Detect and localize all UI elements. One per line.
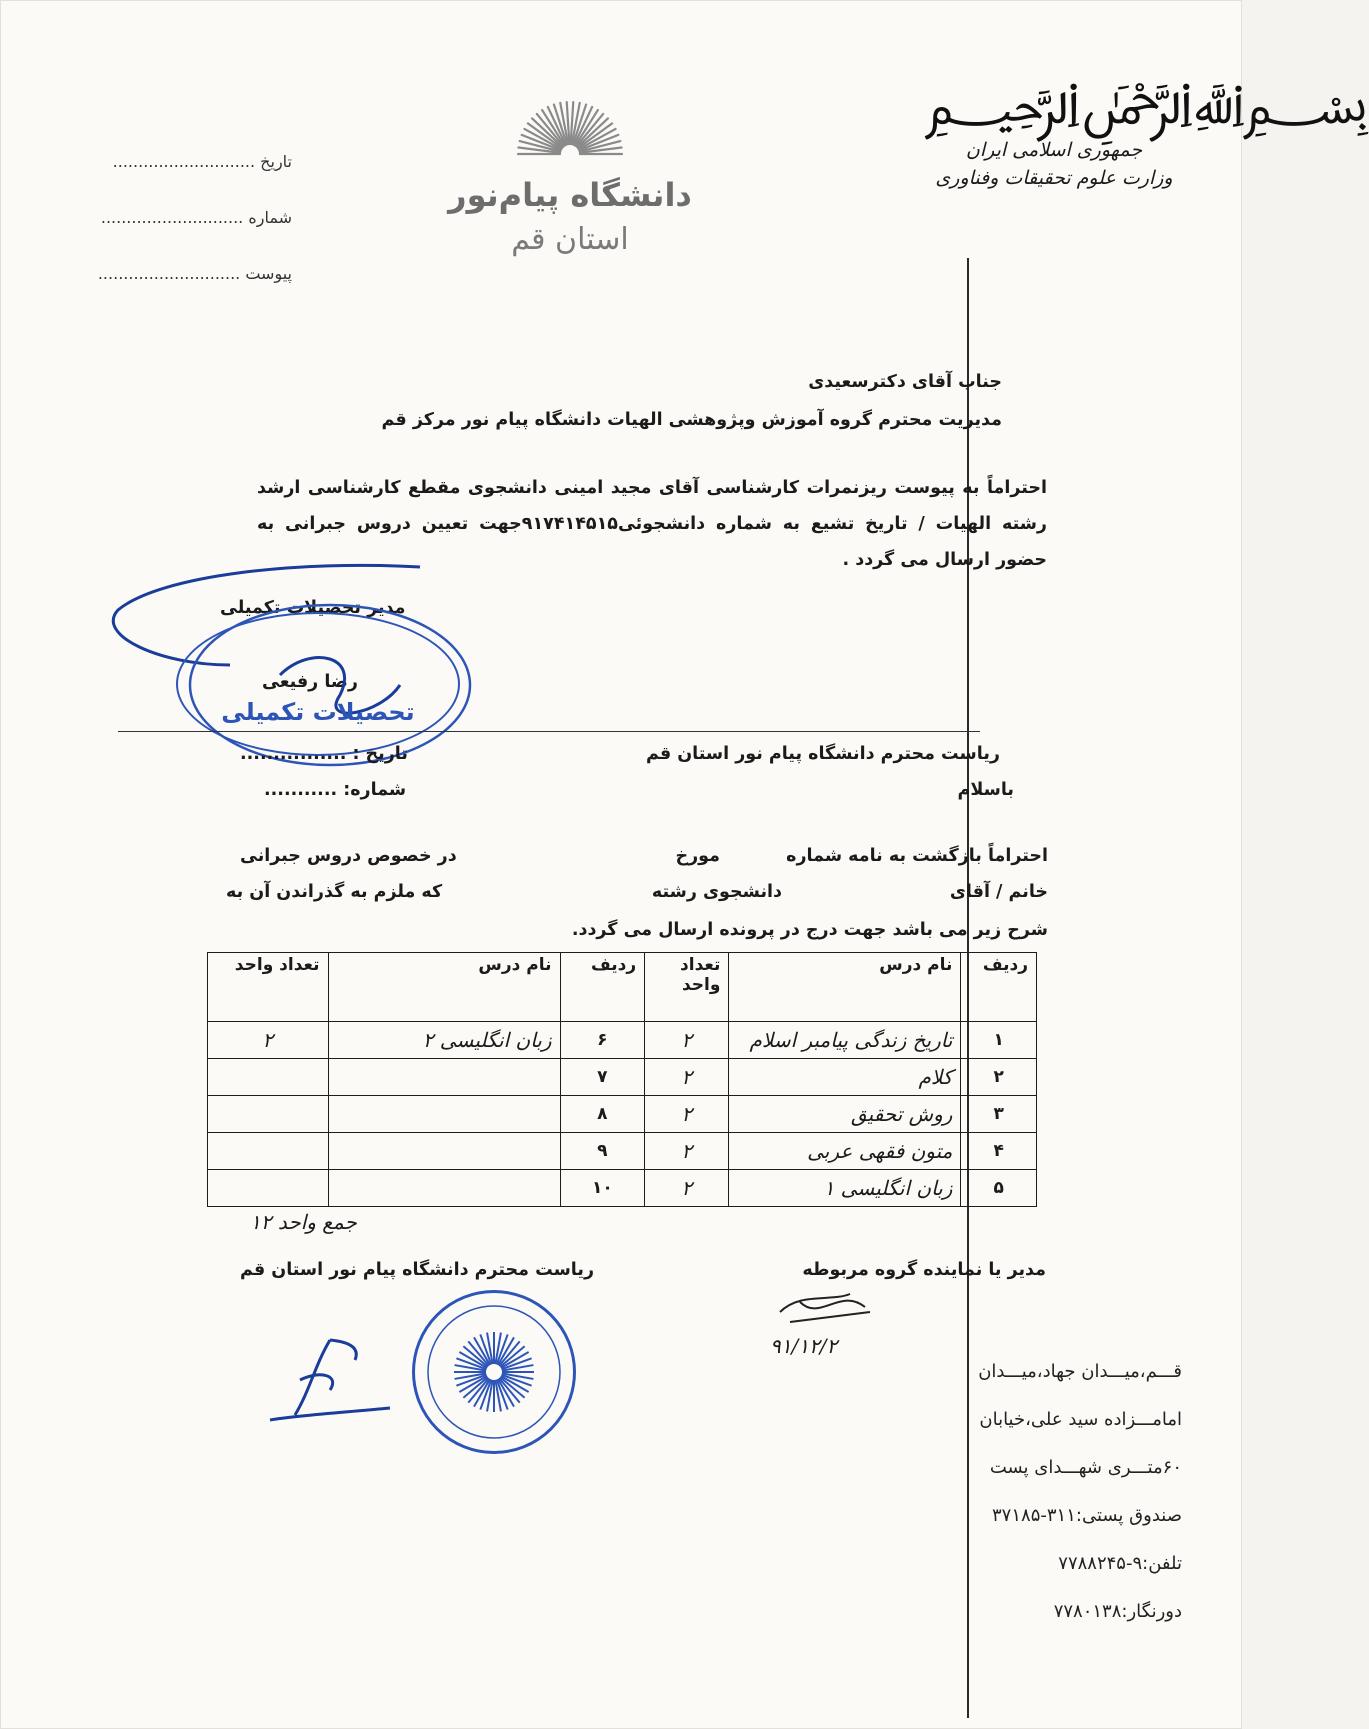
- recipient-line: جناب آقای دکترسعیدی: [808, 372, 1002, 392]
- number-field: شماره ............................: [100, 208, 292, 227]
- university-header: [440, 64, 700, 262]
- table-row: [208, 1022, 1037, 1059]
- col-units-2: تعداد واحد: [208, 953, 329, 1022]
- country-name: جمهوری اسلامی ایران: [965, 139, 1143, 161]
- reply-line2-a: خانم / آقای: [949, 882, 1048, 902]
- reference-block: [52, 134, 292, 302]
- course-name: زبان انگلیسی ۱: [729, 1170, 961, 1207]
- course-units: ۲: [645, 1096, 729, 1133]
- total-units-note: جمع واحد ۱۲: [250, 1210, 357, 1234]
- stamp-text: تحصیلات تکمیلی: [221, 698, 415, 726]
- address-line: ۶۰متـــری شهـــدای پست: [989, 1457, 1182, 1478]
- course-units: ۲: [645, 1022, 729, 1059]
- president-label: ریاست محترم دانشگاه پیام نور استان قم: [240, 1260, 595, 1280]
- table-row: [208, 1170, 1037, 1207]
- course-name: [328, 1059, 560, 1096]
- col-name-2: نام درس: [328, 953, 560, 1022]
- row-number: ۸: [560, 1096, 645, 1133]
- row-number: ۳: [961, 1096, 1037, 1133]
- phone-line: تلفن:۹-۷۷۸۸۲۴۵: [1058, 1553, 1182, 1574]
- course-units: [208, 1133, 329, 1170]
- iran-emblem-icon: ﷽: [924, 69, 1369, 137]
- president-signature-icon: [260, 1320, 400, 1430]
- col-name-1: نام درس: [729, 953, 961, 1022]
- course-units: [208, 1059, 329, 1096]
- province-name: استان قم: [511, 222, 629, 257]
- col-row-2: ردیف: [560, 953, 645, 1022]
- course-name: متون فقهی عربی: [729, 1133, 961, 1170]
- reply-line2-b: دانشجوی رشته: [651, 882, 782, 902]
- reply-line1-b: مورخ: [675, 846, 720, 866]
- recipient-title: مدیریت محترم گروه آموزش وپژوهشی الهیات دانشگاه پیام نور مرکز قم: [381, 410, 1002, 430]
- reply-line3: شرح زیر می باشد جهت درج در پرونده ارسال می گردد.: [571, 920, 1048, 940]
- signer-title: مدیر تحصیلات تکمیلی: [220, 598, 406, 618]
- course-name: [328, 1133, 560, 1170]
- fax-line: دورنگار:۷۷۸۰۱۳۸: [1053, 1601, 1182, 1622]
- address-block: [882, 1348, 1182, 1636]
- reply-line2-c: که ملزم به گذراندن آن به: [226, 882, 443, 902]
- greeting: باسلام: [957, 780, 1014, 800]
- row-number: ۷: [560, 1059, 645, 1096]
- course-name: زبان انگلیسی ۲: [328, 1022, 560, 1059]
- table-header-row: [208, 953, 1037, 1022]
- course-units: ۲: [645, 1133, 729, 1170]
- ministry-header: [924, 69, 1369, 192]
- reply-recipient: ریاست محترم دانشگاه پیام نور استان قم: [645, 744, 1000, 764]
- university-name: دانشگاه پیام‌نور: [448, 176, 692, 214]
- row-number: ۲: [961, 1059, 1037, 1096]
- section-divider: [118, 731, 980, 732]
- col-row-1: ردیف: [961, 953, 1037, 1022]
- date-field: تاریخ ............................: [112, 152, 292, 171]
- course-name: [328, 1096, 560, 1133]
- reply-number-field: شماره: ...........: [264, 780, 407, 800]
- row-number: ۴: [961, 1133, 1037, 1170]
- table-row: [208, 1096, 1037, 1133]
- group-manager-label: مدیر یا نماینده گروه مربوطه: [802, 1260, 1046, 1280]
- course-name: تاریخ زندگی پیامبر اسلام: [729, 1022, 961, 1059]
- row-number: ۱۰: [560, 1170, 645, 1207]
- course-units: ۲: [645, 1059, 729, 1096]
- row-number: ۱: [961, 1022, 1037, 1059]
- courses-table: [207, 952, 1037, 1207]
- ministry-name: وزارت علوم تحقیقات وفناوری: [935, 167, 1173, 189]
- logo-ray: [577, 118, 608, 147]
- row-number: ۹: [560, 1133, 645, 1170]
- course-units: ۲: [208, 1022, 329, 1059]
- address-line: امامـــزاده سید علی،خیابان: [979, 1409, 1182, 1430]
- course-units: [208, 1170, 329, 1207]
- address-line: صندوق پستی:۳۱۱-۳۷۱۸۵: [992, 1505, 1182, 1526]
- logo-ray: [532, 118, 563, 147]
- reply-date-field: تاریخ : ................: [240, 744, 408, 764]
- row-number: ۶: [560, 1022, 645, 1059]
- letter-body: احتراماً به پیوست ریزنمرات کارشناسی آقای مجید امینی دانشجوی مقطع کارشناسی ارشد رشته الهیات / تاریخ تشیع به شماره دانشجوئی۹۱۷۴۱۴۵۱۵جهت تعیین دروس جبرانی به حضور ارسال می گردد .: [257, 478, 1047, 570]
- course-units: ۲: [645, 1170, 729, 1207]
- table-row: [208, 1059, 1037, 1096]
- university-seal-rays-icon: [415, 1293, 573, 1451]
- university-seal: [412, 1290, 576, 1454]
- signer-name: رضا رفیعی: [262, 672, 358, 692]
- course-name: روش تحقیق: [729, 1096, 961, 1133]
- attachment-field: پیوست ............................: [97, 264, 292, 283]
- col-units-1: تعداد واحد: [645, 953, 729, 1022]
- table-row: [208, 1133, 1037, 1170]
- reply-line1-c: در خصوص دروس جبرانی: [240, 846, 457, 866]
- address-line: قـــم،میـــدان جهاد،میـــدان: [978, 1361, 1182, 1382]
- course-name: [328, 1170, 560, 1207]
- university-logo-icon: [515, 64, 625, 164]
- row-number: ۵: [961, 1170, 1037, 1207]
- group-approval-date: ۹۱/۱۲/۲: [770, 1334, 838, 1358]
- course-name: کلام: [729, 1059, 961, 1096]
- course-units: [208, 1096, 329, 1133]
- reply-line1-a: احتراماً بازگشت به نامه شماره: [786, 846, 1048, 866]
- graduate-office-stamp: [176, 612, 460, 756]
